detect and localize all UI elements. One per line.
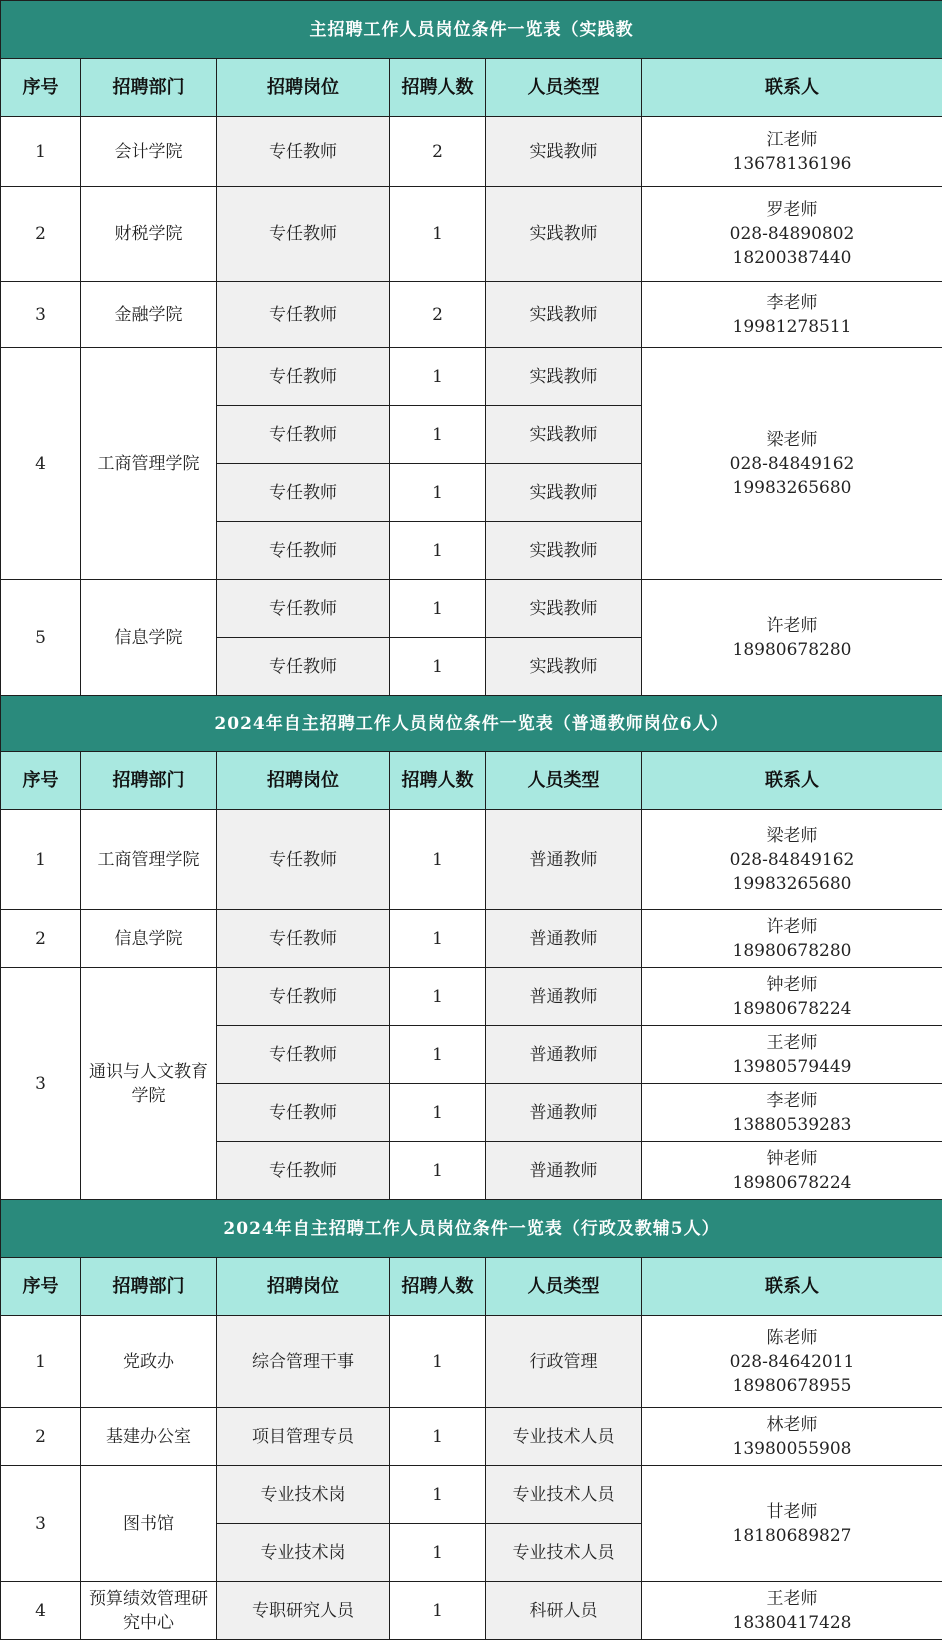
contact-name: 李老师 [766,1090,818,1111]
contact-phone: 19983265680 [732,873,852,894]
contact-phone: 13678136196 [732,153,852,174]
header-contact: 联系人 [642,1258,942,1316]
contact-phone: 18200387440 [732,248,852,268]
contact-phone: 18980678280 [732,639,852,660]
header-seq: 序号 [1,752,81,810]
staff-type-cell: 专业技术人员 [486,1408,642,1466]
table-row [1,580,942,638]
seq-cell: 1 [1,1316,81,1408]
header-department: 招聘部门 [81,1258,217,1316]
headcount-cell: 1 [390,348,486,406]
contact-name: 钟老师 [766,974,818,995]
staff-type-cell: 实践教师 [486,522,642,580]
header-post: 招聘岗位 [217,752,390,810]
contact-phone: 18980678224 [732,998,852,1019]
headcount-cell: 1 [390,968,486,1026]
headcount-cell: 1 [390,187,486,282]
post-cell: 专任教师 [217,810,390,910]
headcount-cell: 1 [390,1582,486,1640]
department-cell: 会计学院 [81,117,217,187]
staff-type-cell: 普通教师 [486,1084,642,1142]
header-contact: 联系人 [642,752,942,810]
table-row [1,968,942,1026]
contact-phone: 18980678224 [732,1172,852,1193]
seq-cell: 2 [1,187,81,282]
contact-cell [642,810,942,910]
staff-type-cell: 普通教师 [486,1026,642,1084]
contact-phone: 19983265680 [732,477,852,498]
contact-cell [642,187,942,282]
contact-cell [642,968,942,1026]
post-cell: 专任教师 [217,464,390,522]
contact-name: 钟老师 [766,1148,818,1169]
contact-cell [642,1026,942,1084]
header-post: 招聘岗位 [217,1258,390,1316]
header-seq: 序号 [1,1258,81,1316]
seq-cell: 3 [1,282,81,348]
contact-name: 王老师 [766,1032,818,1053]
table-row [1,187,942,282]
staff-type-cell: 普通教师 [486,910,642,968]
post-cell: 专业技术岗 [217,1466,390,1524]
staff-type-cell: 行政管理 [486,1316,642,1408]
staff-type-cell: 实践教师 [486,580,642,638]
post-cell: 专任教师 [217,1142,390,1200]
contact-name: 甘老师 [766,1501,818,1522]
headcount-cell: 1 [390,1026,486,1084]
contact-name: 李老师 [766,292,818,313]
table-row [1,1408,942,1466]
seq-cell: 2 [1,1408,81,1466]
post-cell: 专职研究人员 [217,1582,390,1640]
seq-cell: 3 [1,1466,81,1582]
header-headcount: 招聘人数 [390,752,486,810]
post-cell: 专任教师 [217,406,390,464]
table-row [1,1316,942,1408]
staff-type-cell: 实践教师 [486,638,642,696]
headcount-cell: 1 [390,580,486,638]
contact-phone: 18980678280 [732,940,852,961]
headcount-cell: 1 [390,1084,486,1142]
contact-name: 梁老师 [766,825,818,846]
header-staff-type: 人员类型 [486,1258,642,1316]
post-cell: 专任教师 [217,117,390,187]
staff-type-cell: 实践教师 [486,117,642,187]
contact-cell [642,1408,942,1466]
headcount-cell: 1 [390,1466,486,1524]
department-cell: 预算绩效管理研究中心 [81,1582,217,1640]
contact-cell [642,1466,942,1582]
contact-name: 许老师 [766,916,818,937]
post-cell: 专任教师 [217,1026,390,1084]
section-title: 2024年自主招聘工作人员岗位条件一览表（行政及教辅5人） [1,1200,942,1258]
staff-type-cell: 实践教师 [486,282,642,348]
staff-type-cell: 专业技术人员 [486,1524,642,1582]
table-row [1,117,942,187]
contact-phone: 19981278511 [732,316,852,337]
contact-cell [642,1142,942,1200]
contact-name: 陈老师 [766,1327,818,1348]
contact-phone: 13980055908 [732,1438,852,1459]
contact-cell [642,117,942,187]
post-cell: 综合管理干事 [217,1316,390,1408]
contact-cell [642,348,942,580]
headcount-cell: 1 [390,464,486,522]
contact-name: 罗老师 [766,200,818,220]
department-cell: 基建办公室 [81,1408,217,1466]
header-headcount: 招聘人数 [390,59,486,117]
department-cell: 工商管理学院 [81,348,217,580]
post-cell: 专任教师 [217,282,390,348]
headcount-cell: 2 [390,117,486,187]
contact-phone: 028-84890802 [729,224,855,244]
staff-type-cell: 专业技术人员 [486,1466,642,1524]
seq-cell: 2 [1,910,81,968]
contact-name: 许老师 [766,615,818,636]
post-cell: 专任教师 [217,1084,390,1142]
post-cell: 专任教师 [217,187,390,282]
headcount-cell: 1 [390,910,486,968]
table-row [1,810,942,910]
header-department: 招聘部门 [81,59,217,117]
post-cell: 项目管理专员 [217,1408,390,1466]
staff-type-cell: 实践教师 [486,187,642,282]
seq-cell: 1 [1,810,81,910]
seq-cell: 5 [1,580,81,696]
headcount-cell: 1 [390,638,486,696]
post-cell: 专任教师 [217,522,390,580]
table-row [1,1466,942,1524]
contact-cell [642,580,942,696]
contact-phone: 18180689827 [732,1525,852,1546]
contact-phone: 028-84849162 [729,453,855,474]
seq-cell: 4 [1,1582,81,1640]
department-cell: 工商管理学院 [81,810,217,910]
headcount-cell: 1 [390,810,486,910]
post-cell: 专任教师 [217,348,390,406]
header-staff-type: 人员类型 [486,59,642,117]
contact-phone: 028-84849162 [729,849,855,870]
table-row [1,1582,942,1640]
contact-phone: 13880539283 [732,1114,852,1135]
header-staff-type: 人员类型 [486,752,642,810]
contact-name: 梁老师 [766,429,818,450]
headcount-cell: 1 [390,1316,486,1408]
department-cell: 图书馆 [81,1466,217,1582]
department-cell: 信息学院 [81,580,217,696]
seq-cell: 4 [1,348,81,580]
contact-name: 江老师 [766,129,818,150]
headcount-cell: 1 [390,522,486,580]
headcount-cell: 1 [390,1408,486,1466]
header-seq: 序号 [1,59,81,117]
post-cell: 专任教师 [217,968,390,1026]
post-cell: 专业技术岗 [217,1524,390,1582]
staff-type-cell: 实践教师 [486,406,642,464]
headcount-cell: 2 [390,282,486,348]
headcount-cell: 1 [390,1524,486,1582]
table-row [1,348,942,406]
header-headcount: 招聘人数 [390,1258,486,1316]
staff-type-cell: 实践教师 [486,464,642,522]
headcount-cell: 1 [390,1142,486,1200]
headcount-cell: 1 [390,406,486,464]
staff-type-cell: 科研人员 [486,1582,642,1640]
staff-type-cell: 实践教师 [486,348,642,406]
contact-phone: 028-84642011 [729,1351,855,1372]
contact-cell [642,910,942,968]
section-title: 主招聘工作人员岗位条件一览表（实践教 [1,1,942,59]
contact-cell [642,282,942,348]
table-row [1,282,942,348]
post-cell: 专任教师 [217,910,390,968]
department-cell: 金融学院 [81,282,217,348]
seq-cell: 1 [1,117,81,187]
table-row [1,910,942,968]
contact-phone: 18380417428 [732,1612,852,1633]
contact-cell [642,1084,942,1142]
staff-type-cell: 普通教师 [486,968,642,1026]
post-cell: 专任教师 [217,638,390,696]
header-post: 招聘岗位 [217,59,390,117]
department-cell: 党政办 [81,1316,217,1408]
header-department: 招聘部门 [81,752,217,810]
contact-cell [642,1582,942,1640]
staff-type-cell: 普通教师 [486,810,642,910]
section-title: 2024年自主招聘工作人员岗位条件一览表（普通教师岗位6人） [1,696,942,752]
contact-name: 林老师 [766,1414,818,1435]
header-contact: 联系人 [642,59,942,117]
department-cell: 财税学院 [81,187,217,282]
department-cell: 通识与人文教育学院 [81,968,217,1200]
seq-cell: 3 [1,968,81,1200]
department-cell: 信息学院 [81,910,217,968]
contact-name: 王老师 [766,1588,818,1609]
contact-phone: 18980678955 [732,1375,852,1396]
contact-cell [642,1316,942,1408]
post-cell: 专任教师 [217,580,390,638]
staff-type-cell: 普通教师 [486,1142,642,1200]
contact-phone: 13980579449 [732,1056,852,1077]
